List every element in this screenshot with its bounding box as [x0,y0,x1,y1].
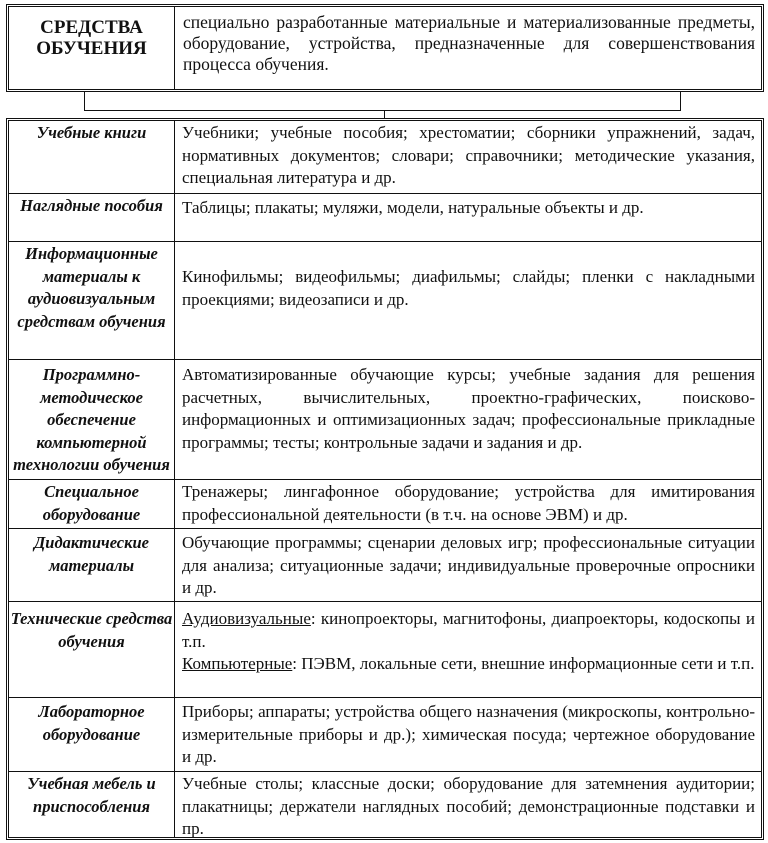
table-row [9,360,761,480]
row-category: Лабораторное оборудование [9,698,175,771]
row-description: Приборы; аппараты; устройства общего назначения (микроскопы, контрольно-измерительные приборы и др.); химическая посуда; чертежное оборудование и др. [182,702,755,766]
table-row [9,194,761,242]
subcategory-label: Компьютерные [182,654,293,673]
table-row [9,602,761,698]
table-row [9,242,761,360]
table-row [9,772,761,837]
table-row [9,698,761,772]
row-description: Учебники; учебные пособия; хрестоматии; сборники упражнений, задач, нормативных документов; словари; справочники; методические указания, специальная литература и др. [182,123,755,187]
table-row [9,121,761,194]
row-description: Тренажеры; лингафонное оборудование; устройства для имитирования профессиональной деятельности (в т.ч. на основе ЭВМ) и др. [182,482,755,524]
subcategory-text: : кинопроекторы, магнитофоны, диапроекторы, кодоскопы и т.п. [182,609,755,651]
row-category: Программно-методическое обеспечение компьютерной технологии обучения [9,360,175,479]
teaching-means-table [6,118,764,840]
row-category: Учебная мебель и приспособления [9,772,175,837]
row-description [175,602,761,697]
definition-header [6,4,764,92]
row-description: Обучающие программы; сценарии деловых игр; профессиональные ситуации для анализа; ситуационные задачи; индивидуальные проверочные опросники и др. [182,533,755,597]
row-description: Таблицы; плакаты; муляжи, модели, натуральные объекты и др. [182,198,644,217]
table-row [9,480,761,529]
connector-down [384,110,385,118]
row-category: Информационные материалы к аудиовизуальным средствам обучения [9,242,175,359]
header-term: СРЕДСТВА ОБУЧЕНИЯ [9,7,175,89]
connector-bar [84,110,681,111]
connector-left [84,92,85,110]
subcategory-label: Аудиовизуальные [182,609,311,628]
subcategory-audiovisual [182,608,755,653]
row-description: Автоматизированные обучающие курсы; учебные задания для решения расчетных, вычислительных, проектно-графических, поисково-информационных и оптимизационных задач; профессиональные прикладные программы; тесты; контрольные задачи и задания и др. [182,365,755,452]
row-category: Технические средства обучения [9,602,175,697]
connector-right [680,92,681,110]
row-category: Учебные книги [9,121,175,193]
table-row [9,529,761,602]
row-description: Учебные столы; классные доски; оборудование для затемнения аудитории; плакатницы; держатели наглядных пособий; демонстрационные подставки и пр. [182,774,755,838]
header-definition: специально разработанные материальные и материализованные предметы, оборудование, устройства, предназначенные для совершенствования процесса обучения. [183,12,755,74]
row-description: Кинофильмы; видеофильмы; диафильмы; слайды; пленки с накладными проекциями; видеозаписи и др. [182,267,755,309]
row-category: Специальное оборудование [9,480,175,528]
row-category: Дидактические материалы [9,529,175,601]
row-category: Наглядные пособия [9,194,175,241]
subcategory-computer [182,653,755,676]
subcategory-text: : ПЭВМ, локальные сети, внешние информационные сети и т.п. [292,654,755,673]
